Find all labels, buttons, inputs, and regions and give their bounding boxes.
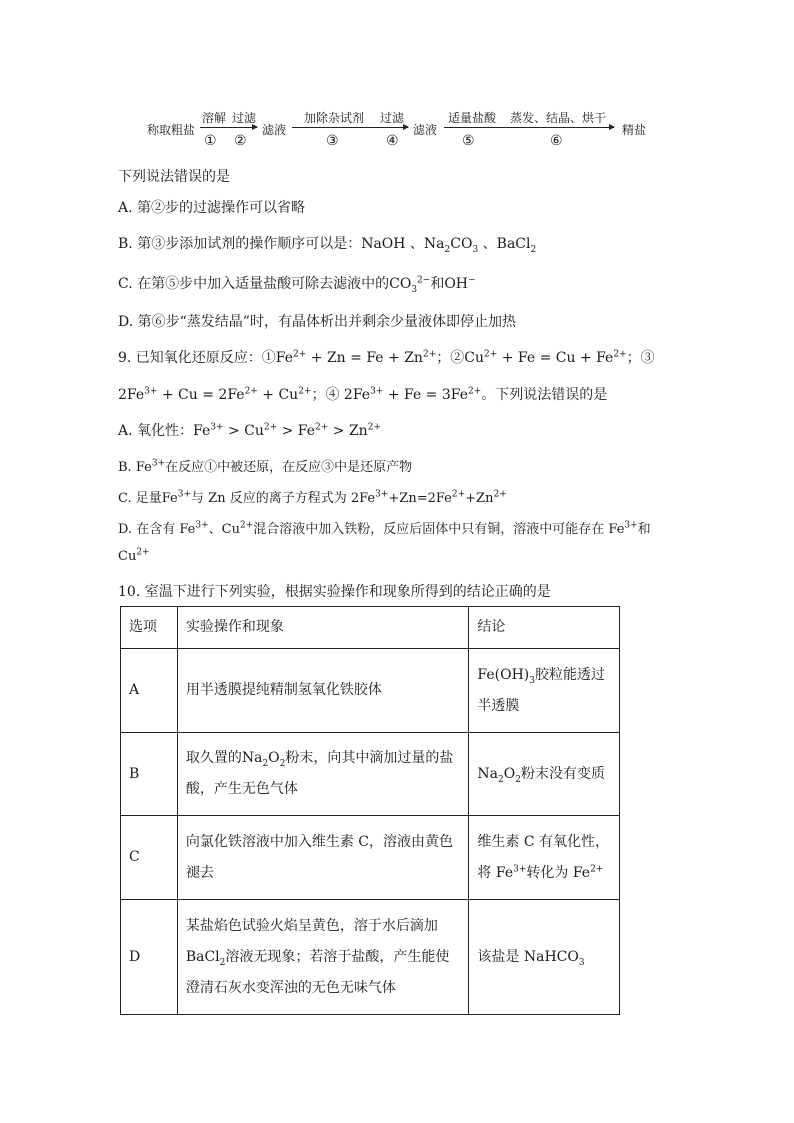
- row-operation: 某盐焰色试验火焰呈黄色，溶于水后滴加 BaCl$_2$溶液无现象；若溶于盐酸，产生能使 澄清石灰水变浑浊的无色无味气体: [177, 900, 469, 1015]
- row-operation: 取久置的$Na_2O_2$粉末，向其中滴加过量的盐 酸，产生无色气体: [177, 733, 469, 816]
- flow-filtrate-2: 滤液: [413, 123, 438, 137]
- row-option: C: [121, 816, 178, 900]
- flow-step4-label: 过滤: [380, 111, 405, 125]
- flow-step5-label: 适量盐酸: [448, 111, 497, 125]
- flow-step2-number: ②: [234, 133, 247, 149]
- table-row: [121, 816, 620, 900]
- q10-stem: 10. 室温下进行下列实验，根据实验操作和现象所得到的结论正确的是: [118, 584, 551, 600]
- table-row: [121, 733, 620, 816]
- q9-stem-line2: $2Fe^{3+} + Cu = 2Fe^{2+} + Cu^{2+}$；④ $2Fe^{3+} + Fe = 3Fe^{2+}$。下列说法错误的是: [118, 386, 608, 403]
- flow-arrow-2: [292, 127, 408, 128]
- row-option: D: [121, 900, 178, 1015]
- row-conclusion: 该盐是 NaHCO$_3$: [469, 900, 620, 1015]
- q10-table: [120, 606, 620, 1015]
- q8-option-a: A. 第②步的过滤操作可以省略: [118, 200, 306, 216]
- row-conclusion: $Fe(OH)_3$胶粒能透过 半透膜: [469, 649, 620, 733]
- flow-step6-number: ⑥: [550, 133, 563, 149]
- flow-step4-number: ④: [386, 133, 399, 149]
- header-option: 选项: [121, 607, 178, 649]
- q8-option-b: B. 第③步添加试剂的操作顺序可以是：NaOH 、$Na_2CO_3$ 、BaCl$_2$: [118, 236, 537, 255]
- table-header-row: [121, 607, 620, 649]
- table-row: [121, 649, 620, 733]
- flow-arrow-1: [200, 127, 257, 128]
- header-conclusion: 结论: [469, 607, 620, 649]
- q9-option-d: D. 在含有 $Fe^{3+}$、$Cu^{2+}$混合溶液中加入铁粉，反应后固体中只有铜，溶液中可能存在 $Fe^{3+}$和: [118, 520, 651, 537]
- q9-option-a: A. 氧化性：$Fe^{3+} > Cu^{2+} > Fe^{2+} > Zn^{2+}$: [118, 422, 381, 439]
- flow-step6-label: 蒸发、结晶、烘干: [510, 111, 607, 125]
- q8-stem: 下列说法错误的是: [118, 169, 230, 185]
- q8-option-d: D. 第⑥步“蒸发结晶”时，有晶体析出并剩余少量液体即停止加热: [118, 314, 516, 330]
- row-option: A: [121, 649, 178, 733]
- flow-start: 称取粗盐: [147, 123, 196, 137]
- flow-step5-number: ⑤: [462, 133, 475, 149]
- flow-step1-label: 溶解: [202, 111, 227, 125]
- q9-option-c: C. 足量$Fe^{3+}$与 Zn 反应的离子方程式为 $2Fe^{3+}+Zn=2Fe^{2+}+Zn^{2+}$: [118, 489, 507, 506]
- flow-arrow-3: [444, 127, 614, 128]
- flow-step3-label: 加除杂试剂: [304, 111, 365, 125]
- q9-stem-line1: 9. 已知氧化还原反应：$①Fe^{2+} + Zn = Fe + Zn^{2+}$；$②Cu^{2+} + Fe = Cu + Fe^{2+}$；③: [118, 349, 655, 366]
- q9-option-b: B. $Fe^{3+}$在反应①中被还原，在反应③中是还原产物: [118, 458, 413, 475]
- flow-step2-label: 过滤: [232, 111, 257, 125]
- row-operation: 用半透膜提纯精制氢氧化铁胶体: [177, 649, 469, 733]
- row-operation: 向氯化铁溶液中加入维生素 C，溶液由黄色 褪去: [177, 816, 469, 900]
- table-row: [121, 900, 620, 1015]
- flow-step3-number: ③: [326, 133, 339, 149]
- row-conclusion: $Na_2O_2$粉末没有变质: [469, 733, 620, 816]
- header-operation: 实验操作和现象: [177, 607, 469, 649]
- flow-filtrate-1: 滤液: [262, 123, 287, 137]
- row-option: B: [121, 733, 178, 816]
- flow-step1-number: ①: [204, 133, 217, 149]
- q8-option-c: C. 在第⑤步中加入适量盐酸可除去滤液中的$CO_3^{2-}$和OH−: [118, 275, 476, 295]
- row-conclusion: 维生素 C 有氧化性， 将 $Fe^{3+}$转化为 $Fe^{2+}$: [469, 816, 620, 900]
- flow-end: 精盐: [622, 123, 647, 137]
- process-flowchart: [0, 100, 794, 160]
- q9-option-d-cont: $Cu^{2+}$: [118, 547, 150, 564]
